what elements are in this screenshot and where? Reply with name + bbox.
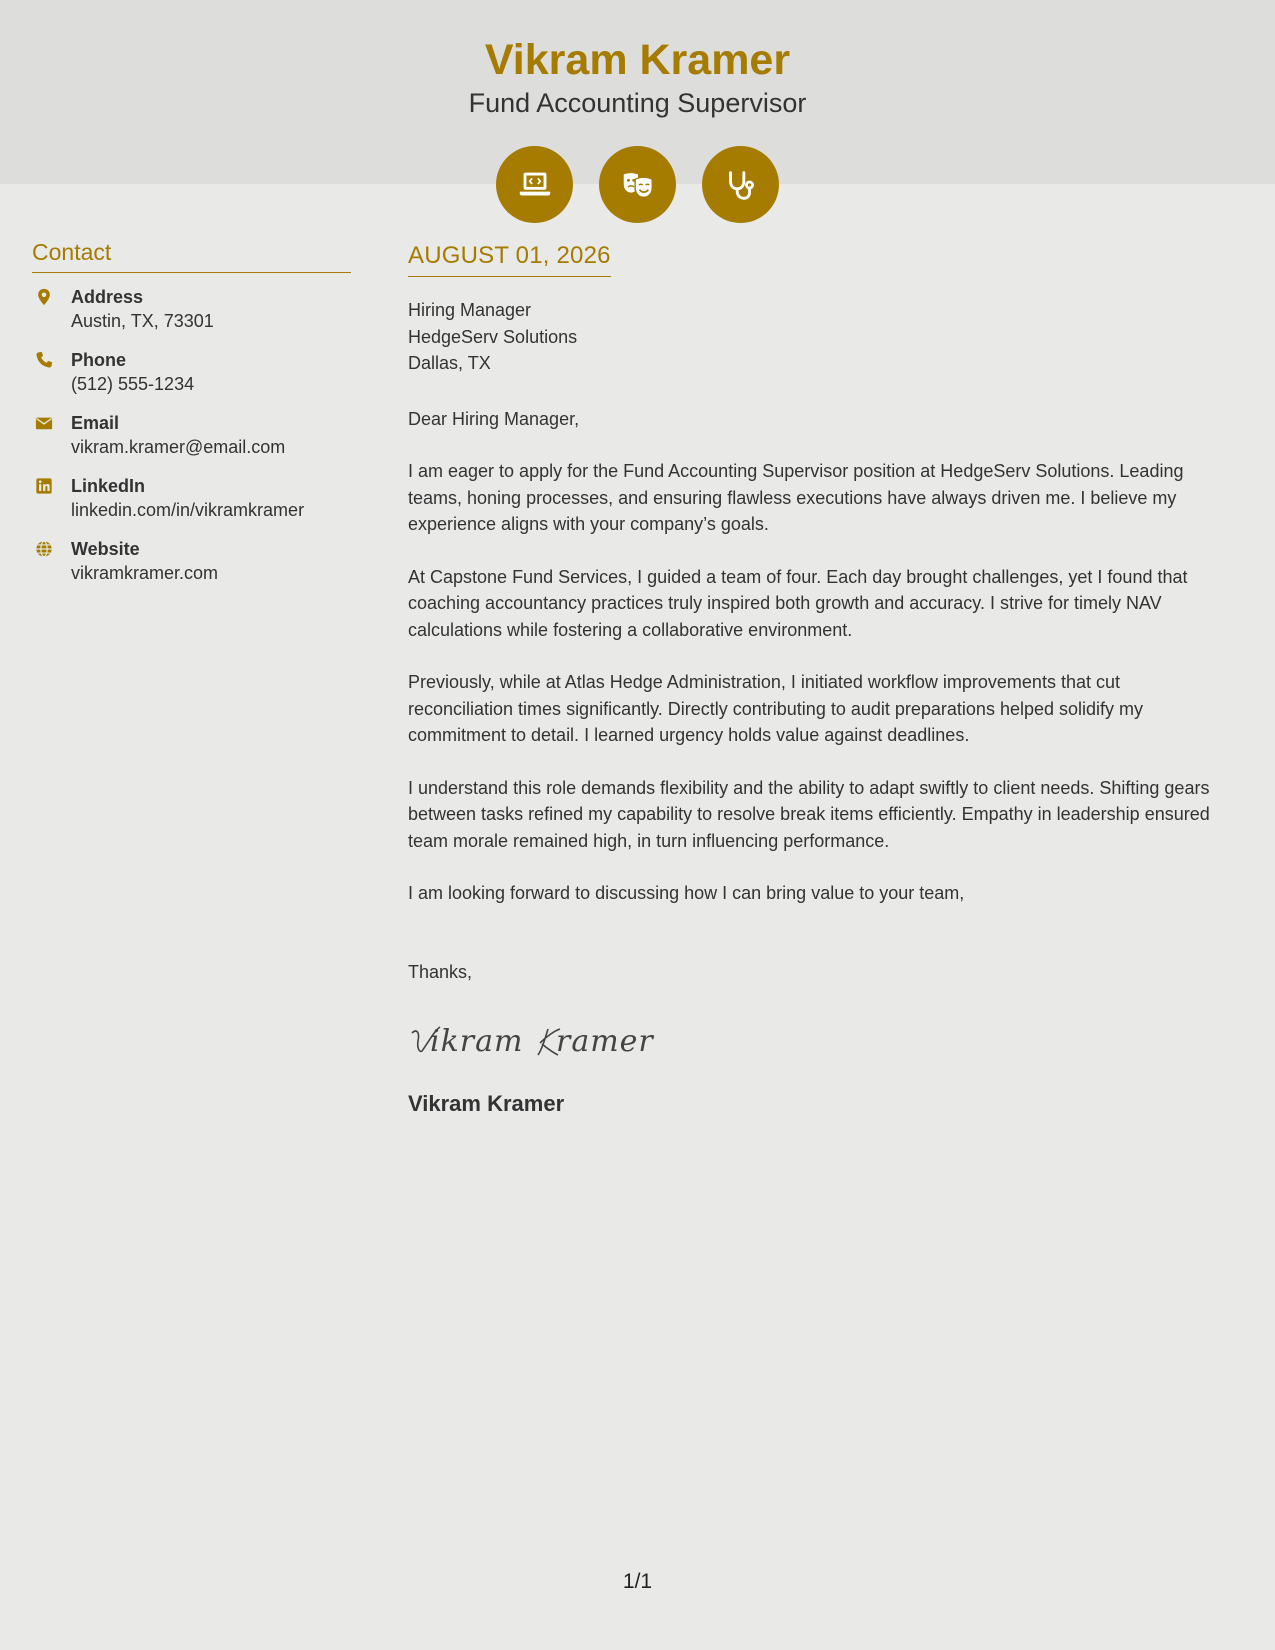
contact-list <box>32 285 351 600</box>
contact-item-website <box>32 537 351 600</box>
recipient-line: HedgeServ Solutions <box>408 326 578 347</box>
contact-heading: Contact <box>32 236 351 273</box>
stethoscope-icon <box>702 146 779 223</box>
contact-label: Phone <box>71 350 127 370</box>
letter-paragraph: At Capstone Fund Services, I guided a team of four. Each day brought challenges, yet I found that coaching accountancy practices truly inspired both growth and accuracy. I strive for timely NAV calculations while fostering a collaborative environment. <box>408 566 1188 640</box>
theater-masks-icon <box>599 146 676 223</box>
recipient-line: Hiring Manager <box>408 300 532 320</box>
laptop-code-icon <box>496 146 573 223</box>
envelope-icon <box>34 413 54 433</box>
letter-date: AUGUST 01, 2026 <box>408 240 611 277</box>
phone-icon <box>34 350 54 370</box>
contact-value[interactable]: vikram.kramer@email.com <box>71 437 286 457</box>
recipient-line: Dallas, TX <box>408 353 491 373</box>
svg-text:ikram: ikram <box>430 1024 524 1059</box>
letter-paragraph: I am eager to apply for the Fund Accounting Supervisor position at HedgeServ Solutions. Leading teams, honing processes, and ensuring flawless executions have always driven me. I believe my experience aligns with your company’s goals. <box>408 461 1184 534</box>
sign-off: Thanks, <box>408 961 473 982</box>
map-marker-icon <box>34 287 54 307</box>
contact-label: Email <box>71 413 120 433</box>
contact-item-address <box>32 285 351 348</box>
closing-line: I am looking forward to discussing how I can bring value to your team, <box>408 883 965 903</box>
globe-icon <box>34 539 54 559</box>
svg-text:ramer: ramer <box>556 1024 654 1059</box>
contact-label: LinkedIn <box>71 476 146 496</box>
letter-paragraph: Previously, while at Atlas Hedge Administration, I initiated workflow improvements that cut reconciliation times significantly. Directly contributing to audit preparations helped solidify my commitment to detail. I learned urgency holds value against deadlines. <box>408 672 1144 745</box>
contact-item-email <box>32 411 351 474</box>
signer-name: Vikram Kramer <box>408 1091 565 1116</box>
letter-body <box>408 240 1228 1119</box>
contact-item-linkedin <box>32 474 351 537</box>
contact-item-phone <box>32 348 351 411</box>
letter-paragraph: I understand this role demands flexibility and the ability to adapt swiftly to client needs. Shifting gears between tasks refined my capability to resolve break items efficiently. Empathy in leadership ensured team morale remained high, in turn influencing performance. <box>408 777 1210 851</box>
interest-icons <box>0 146 1275 223</box>
job-title: Fund Accounting Supervisor <box>468 88 807 118</box>
contact-value[interactable]: linkedin.com/in/vikramkramer <box>71 500 305 520</box>
contact-value[interactable]: vikramkramer.com <box>71 563 219 583</box>
contact-value: Austin, TX, 73301 <box>71 311 214 331</box>
page-number: 1/1 <box>622 1570 653 1593</box>
handwritten-signature <box>408 1013 668 1069</box>
contact-value: (512) 555-1234 <box>71 374 195 394</box>
contact-sidebar <box>32 236 351 600</box>
recipient-block <box>408 297 1228 377</box>
salutation: Dear Hiring Manager, <box>408 408 580 429</box>
linkedin-icon <box>34 476 54 496</box>
applicant-name: Vikram Kramer <box>484 36 791 84</box>
contact-label: Website <box>71 539 140 559</box>
contact-label: Address <box>71 287 144 307</box>
